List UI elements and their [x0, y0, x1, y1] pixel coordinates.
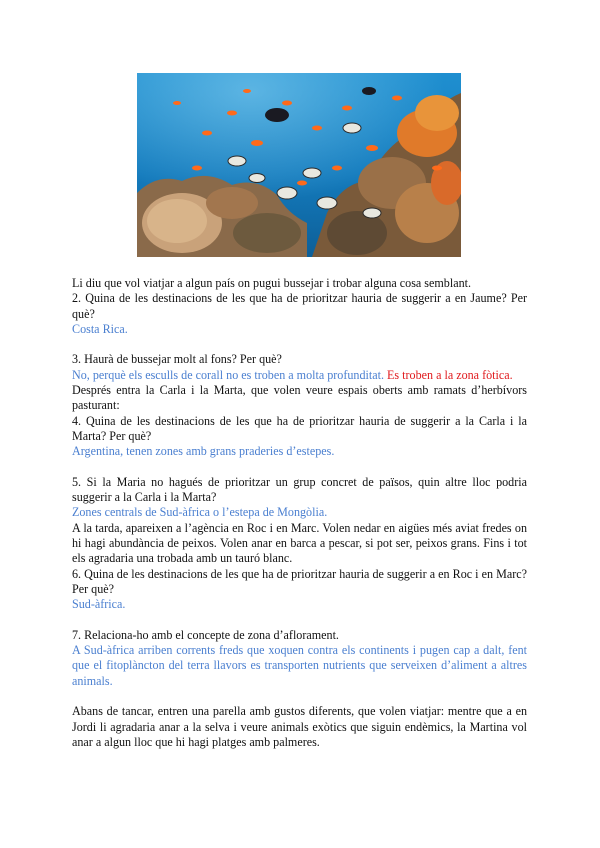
- question-4: 4. Quina de les destinacions de les que ha de prioritzar hauria de suggerir a la Carla i la Marta? Per què?: [72, 413, 527, 443]
- answer-3-highlight: Es troben a la zona fòtica.: [387, 367, 513, 382]
- question-6: 6. Quina de les destinacions de les que ha de prioritzar hauria de suggerir a en Roc i en Marc? Per què?: [72, 566, 527, 596]
- roc-paragraph: A la tarda, apareixen a l’agència en Roc i en Marc. Volen nedar en aigües més aviat fredes on hi hagi abundància de peixos. Volen anar en barca a pescar, si pot ser, peixos grans. Fins i tot els agradaria una trobada amb un tauró blanc.: [72, 520, 527, 566]
- answer-6: Sud-àfrica.: [72, 597, 126, 612]
- document-body: [72, 276, 527, 750]
- answer-2: Costa Rica.: [72, 321, 128, 336]
- answer-7: A Sud-àfrica arriben corrents freds que xoquen contra els continents i pugen cap a dalt, fent que el fitoplàncton del terra llavors es transporten nutrients que serveixen d’aliment a altres animals.: [72, 643, 527, 688]
- answer-5: Zones centrals de Sud-àfrica o l’estepa de Mongòlia.: [72, 505, 328, 520]
- question-3: 3. Haurà de bussejar molt al fons? Per què?: [72, 352, 282, 367]
- coral-reef-illustration: [137, 73, 461, 257]
- intro-paragraph: Li diu que vol viatjar a algun país on pugui bussejar i trobar alguna cosa semblant.: [72, 276, 471, 290]
- carla-paragraph: Després entra la Carla i la Marta, que volen veure espais oberts amb ramats d’herbívors pasturant:: [72, 383, 527, 413]
- final-paragraph: Abans de tancar, entren una parella amb gustos diferents, que volen viatjar: mentre que a en Jordi li agradaria anar a la selva i veure animals exòtics que siguin endèmics, la Martina vol anar a algun lloc que hi hagi platges amb palmeres.: [72, 704, 527, 749]
- answer-3: [72, 368, 527, 383]
- coral-reef-photo: [137, 73, 461, 257]
- question-2: 2. Quina de les destinacions de les que ha de prioritzar hauria de suggerir a en Jaume? Per què?: [72, 291, 527, 321]
- question-5: 5. Si la Maria no hagués de prioritzar un grup concret de països, quin altre lloc podria suggerir a la Carla i la Marta?: [72, 474, 527, 505]
- answer-4: Argentina, tenen zones amb grans praderies d’estepes.: [72, 444, 335, 459]
- answer-3-text: No, perquè els esculls de corall no es troben a molta profunditat.: [72, 367, 384, 382]
- question-7: 7. Relaciona-ho amb el concepte de zona d’aflorament.: [72, 627, 339, 642]
